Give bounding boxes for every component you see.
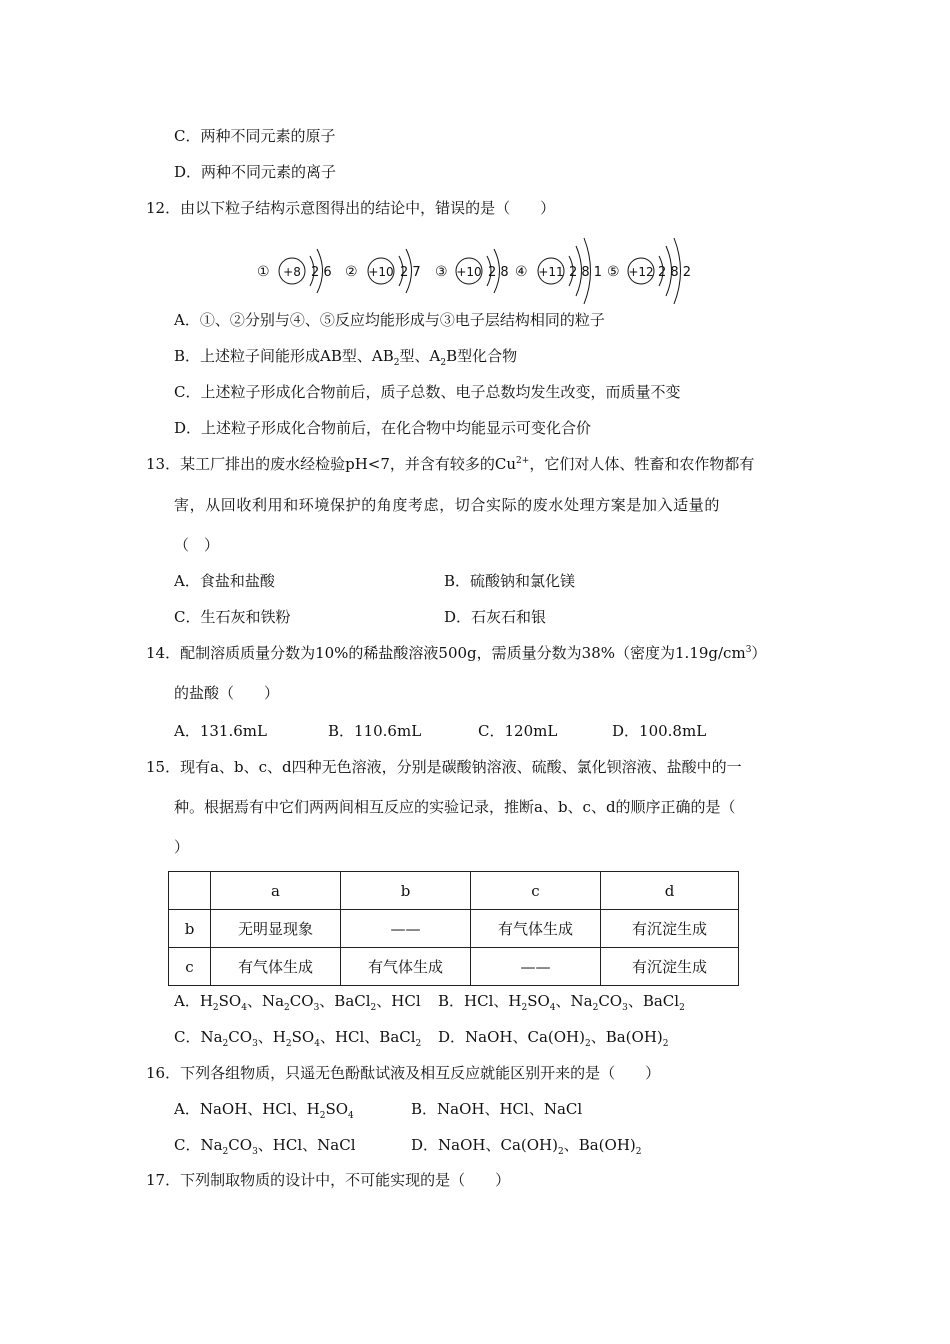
q16-option-b: B．NaOH、HCl、NaCl — [411, 1100, 583, 1118]
particle-5 — [607, 238, 691, 304]
q14-option-b: B．110.6mL — [328, 722, 422, 740]
q16-stem: 16．下列各组物质，只遥无色酚酞试液及相互反应就能区别开来的是（ ） — [146, 1064, 661, 1082]
table-row — [169, 910, 739, 948]
table-cell: —— — [341, 910, 471, 948]
q11-option-d: D．两种不同元素的离子 — [174, 163, 337, 181]
q12-option-c: C．上述粒子形成化合物前后，质子总数、电子总数均发生改变，而质量不变 — [174, 383, 681, 401]
electron-shells-3: 2 8 — [488, 265, 509, 280]
q14-option-d: D．100.8mL — [612, 722, 707, 740]
q16-option-a: A．NaOH、HCl、$H_2SO_4$ — [174, 1100, 354, 1121]
q15-option-c: C．$Na_2CO_3$、$H_2SO_4$、HCl、BaCl$_2$ — [174, 1028, 422, 1049]
q15-reaction-table — [168, 871, 739, 986]
particle-1 — [257, 249, 332, 293]
table-cell: 有沉淀生成 — [601, 910, 739, 948]
q12-option-a: A．①、②分别与④、⑤反应均能形成与③电子层结构相同的粒子 — [174, 311, 605, 329]
nucleus-charge-4: +11 — [538, 265, 564, 279]
electron-shells-4: 2 8 1 — [569, 265, 603, 280]
table-header-cell — [169, 872, 211, 910]
q17-stem: 17．下列制取物质的设计中，不可能实现的是（ ） — [146, 1171, 511, 1189]
particle-label-5: ⑤ — [607, 264, 620, 280]
particle-label-3: ③ — [435, 264, 448, 280]
table-cell: 有沉淀生成 — [601, 948, 739, 986]
table-header-cell: b — [341, 872, 471, 910]
table-cell: 有气体生成 — [471, 910, 601, 948]
q12-stem: 12．由以下粒子结构示意图得出的结论中，错误的是（ ） — [146, 199, 556, 217]
table-row — [169, 948, 739, 986]
electron-shells-5: 2 8 2 — [658, 265, 692, 280]
q14-option-c: C．120mL — [478, 722, 558, 740]
electron-shells-2: 2 7 — [400, 265, 421, 280]
q11-option-c: C．两种不同元素的原子 — [174, 127, 336, 145]
particle-label-1: ① — [257, 264, 270, 280]
q12-option-d: D．上述粒子形成化合物前后，在化合物中均能显示可变化合价 — [174, 419, 592, 437]
table-cell: 有气体生成 — [211, 948, 341, 986]
table-header-cell: d — [601, 872, 739, 910]
particle-label-4: ④ — [515, 264, 528, 280]
particle-label-2: ② — [345, 264, 358, 280]
particle-4 — [515, 238, 602, 304]
nucleus-charge-1: +8 — [283, 265, 301, 279]
table-cell: 无明显现象 — [211, 910, 341, 948]
q14-option-a: A．131.6mL — [174, 722, 267, 740]
q13-option-b: B．硫酸钠和氯化镁 — [444, 572, 576, 590]
q13-stem-line3: （ ） — [174, 536, 220, 554]
q15-option-b: B．HCl、$H_2SO_4$、$Na_2CO_3$、BaCl$_2$ — [438, 992, 685, 1013]
q14-stem-line2: 的盐酸（ ） — [174, 684, 280, 702]
particle-3 — [435, 249, 509, 293]
table-cell: —— — [471, 948, 601, 986]
table-cell: b — [169, 910, 211, 948]
q13-stem-line2: 害，从回收利用和环境保护的角度考虑，切合实际的废水处理方案是加入适量的 — [174, 496, 721, 514]
table-header-cell: a — [211, 872, 341, 910]
q13-option-a: A．食盐和盐酸 — [174, 572, 275, 590]
q13-option-d: D．石灰石和银 — [444, 608, 547, 626]
q13-stem-line1: 13．某工厂排出的废水经检验pH<7，并含有较多的$Cu^{2+}$，它们对人体、牲畜和农作物都有 — [146, 455, 755, 473]
table-cell: c — [169, 948, 211, 986]
nucleus-charge-5: +12 — [628, 265, 654, 279]
q15-stem-line2: 种。根据焉有中它们两两间相互反应的实验记录，推断a、b、c、d的顺序正确的是（ — [174, 798, 736, 816]
table-header-cell: c — [471, 872, 601, 910]
table-cell: 有气体生成 — [341, 948, 471, 986]
q15-stem-line3: ） — [174, 838, 190, 856]
electron-shells-1: 2 6 — [311, 265, 332, 280]
q15-option-d: D．NaOH、$Ca(OH)_2$、$Ba(OH)_2$ — [438, 1028, 669, 1049]
nucleus-charge-3: +10 — [456, 265, 482, 279]
particle-structure-diagram — [255, 232, 705, 310]
q13-option-c: C．生石灰和铁粉 — [174, 608, 291, 626]
nucleus-charge-2: +10 — [368, 265, 394, 279]
q16-option-c: C．$Na_2CO_3$、HCl、NaCl — [174, 1136, 356, 1157]
particle-2 — [345, 249, 421, 293]
q15-option-a: A．$H_2SO_4$、$Na_2CO_3$、BaCl$_2$、HCl — [174, 992, 421, 1013]
q16-option-d: D．NaOH、$Ca(OH)_2$、$Ba(OH)_2$ — [411, 1136, 642, 1157]
table-header-row — [169, 872, 739, 910]
q15-stem-line1: 15．现有a、b、c、d四种无色溶液，分别是碳酸钠溶液、硫酸、氯化钡溶液、盐酸中的一 — [146, 758, 742, 776]
q12-option-b: B．上述粒子间能形成AB型、$AB_2$型、$A_2B$型化合物 — [174, 347, 518, 368]
q14-stem-line1: 14．配制溶质质量分数为10%的稀盐酸溶液500g，需质量分数为38%（密度为$1.19g/cm^3$） — [146, 644, 767, 662]
